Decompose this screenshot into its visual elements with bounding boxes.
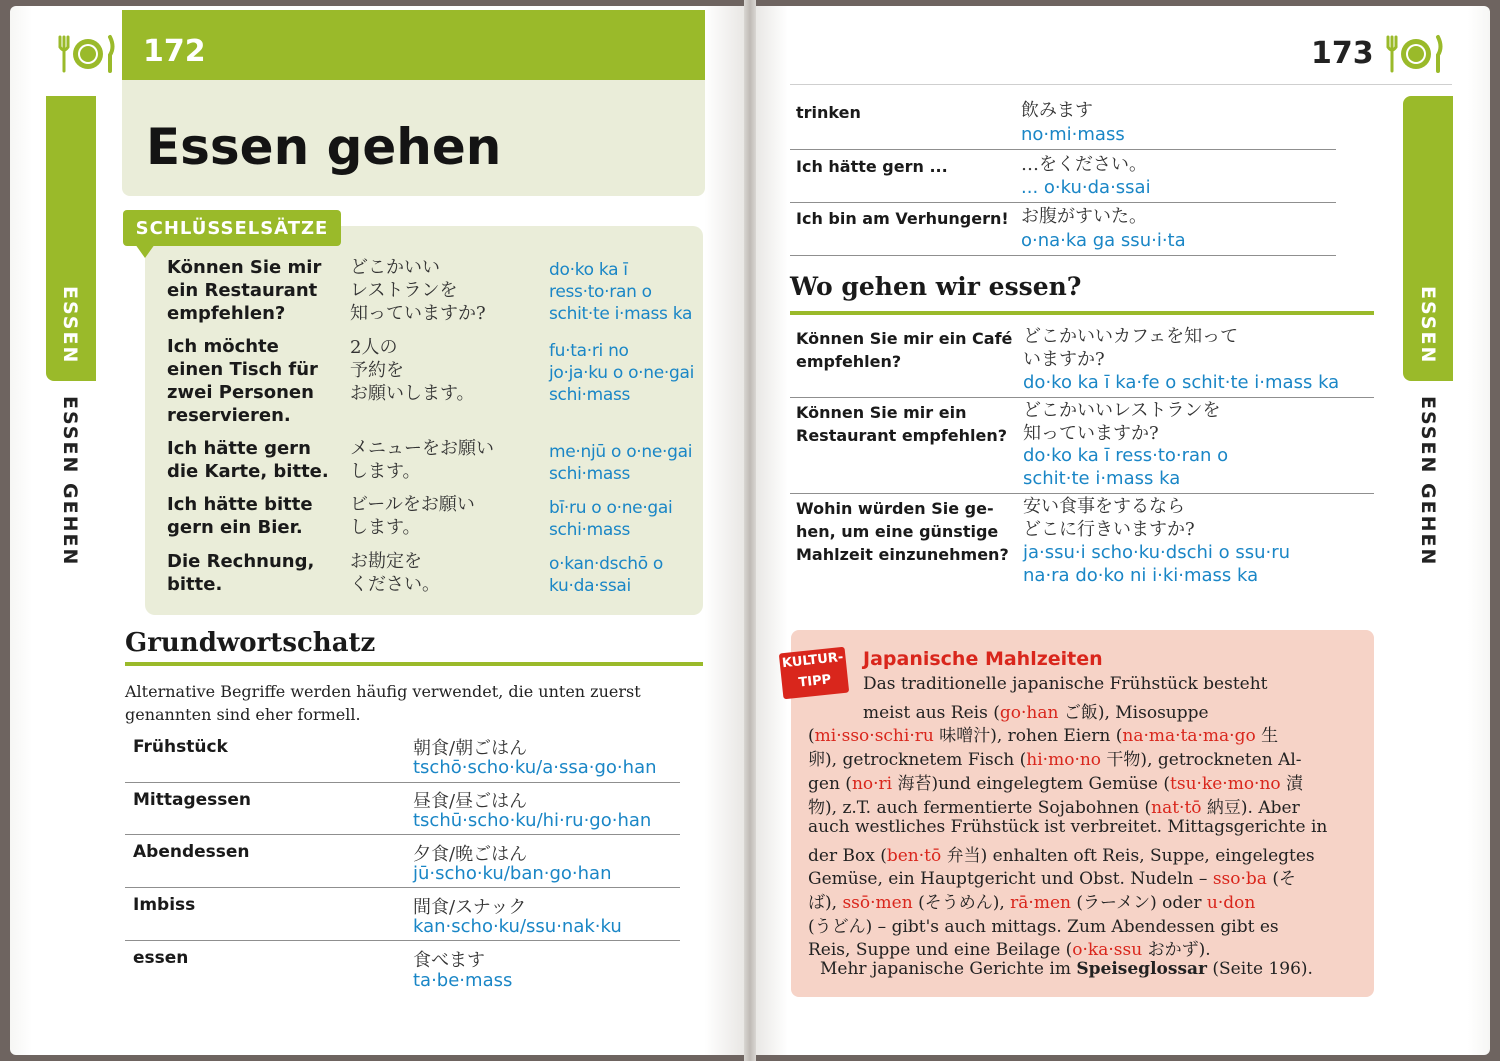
- vocab-term-de: Mittagessen: [133, 790, 252, 810]
- vocab-term-de: Abendessen: [133, 842, 250, 862]
- bold-term: Speiseglossar: [1076, 959, 1207, 979]
- vocab-term-romaji: kan·scho·ku/ssu·nak·ku: [413, 916, 622, 937]
- vocab-term-jp: 昼食/昼ごはん: [413, 791, 528, 812]
- key-phrases-label: SCHLÜSSELSÄTZE: [123, 210, 341, 246]
- kultur-tipp-badge: KULTUR- TIPP: [779, 647, 849, 700]
- key-phrase-de: Ich hätte gern die Karte, bitte.: [167, 438, 329, 482]
- vocab-term-romaji: o·na·ka ga ssu·i·ta: [1021, 230, 1186, 251]
- romaji-term: sso·ba: [1212, 869, 1267, 889]
- kultur-text-line: Das traditionelle japanische Frühstück besteht: [863, 674, 1268, 694]
- left-running-title: ESSEN GEHEN: [59, 396, 81, 567]
- key-phrase-romaji: bī·ru o o·ne·gai schi·mass: [549, 498, 673, 540]
- vocab-term-jp: 間食/スナック: [413, 897, 527, 918]
- romaji-term: hi·mo·no: [1026, 750, 1102, 770]
- key-phrase-de: Können Sie mir ein Restaurant empfehlen?: [167, 257, 322, 324]
- key-phrase-jp: ビールをお願い します。: [350, 494, 475, 538]
- key-phrase-jp: どこかいい レストランを 知っていますか?: [350, 257, 486, 324]
- vocab-row-divider: [790, 202, 1336, 203]
- phrase-romaji: ja·ssu·i scho·ku·dschi o ssu·ru na·ra do·ko ni i·ki·mass ka: [1023, 542, 1291, 586]
- kultur-text-line: 物), z.T. auch fermentierte Sojabohnen (nat·tō 納豆). Aber: [808, 798, 1300, 818]
- vocab-intro: Alternative Begriffe werden häufig verwendet, die unten zuerst genannten sind eher formell.: [125, 682, 641, 724]
- vocab-row-divider: [125, 887, 680, 888]
- vocab-term-de: Imbiss: [133, 895, 196, 915]
- vocab-term-de: Ich hätte gern ...: [796, 157, 948, 176]
- kultur-text-line: meist aus Reis (go·han ご飯), Misosuppe: [863, 703, 1209, 723]
- romaji-term: rā·men: [1010, 893, 1071, 913]
- vocab-row-divider: [125, 940, 680, 941]
- vocab-term-jp: お腹がすいた。: [1021, 206, 1147, 227]
- kultur-text-line: (うどん) – gibt's auch mittags. Zum Abendessen gibt es: [808, 917, 1279, 937]
- phrase-jp: 安い食事をするなら どこに行きいますか?: [1023, 496, 1195, 540]
- vocab-term-romaji: tschū·scho·ku/hi·ru·go·han: [413, 810, 652, 831]
- left-section-tab-label: ESSEN: [59, 286, 81, 365]
- section-heading-rule: [790, 311, 1374, 315]
- vocab-term-jp: 食べます: [413, 950, 485, 971]
- key-phrase-de: Ich hätte bitte gern ein Bier.: [167, 494, 313, 538]
- key-phrase-romaji: fu·ta·ri no jo·ja·ku o o·ne·gai schi·mass: [549, 341, 695, 405]
- kultur-tipp-title: Japanische Mahlzeiten: [863, 648, 1103, 670]
- fork-plate-knife-icon: [54, 33, 116, 75]
- vocab-term-romaji: jū·scho·ku/ban·go·han: [413, 863, 612, 884]
- vocab-term-jp: …をください。: [1021, 154, 1147, 175]
- romaji-term: na·ma·ta·ma·go: [1122, 726, 1256, 746]
- book-spine: [744, 0, 756, 1061]
- left-page-number: 172: [143, 34, 206, 69]
- vocab-row-divider: [125, 782, 680, 783]
- key-phrase-jp: メニューをお願い します。: [350, 438, 494, 482]
- vocab-row-divider: [790, 149, 1336, 150]
- romaji-term: ssō·men: [842, 893, 913, 913]
- phrase-jp: どこかいいレストランを 知っていますか?: [1023, 400, 1221, 444]
- romaji-term: u·don: [1206, 893, 1256, 913]
- page-title: Essen gehen: [146, 118, 502, 176]
- vocab-term-jp: 飲みます: [1021, 100, 1093, 121]
- vocab-term-de: essen: [133, 948, 189, 968]
- key-phrase-de: Die Rechnung, bitte.: [167, 551, 315, 595]
- key-phrase-jp: お勘定を ください。: [350, 551, 440, 595]
- vocab-term-romaji: ta·be·mass: [413, 970, 513, 991]
- key-phrase-de: Ich möchte einen Tisch für zwei Personen reservieren.: [167, 336, 318, 426]
- vocab-term-de: Ich bin am Verhungern!: [796, 209, 1009, 228]
- right-running-title: ESSEN GEHEN: [1417, 396, 1439, 567]
- romaji-term: o·ka·ssu: [1072, 940, 1143, 960]
- kultur-text-line: gen (no·ri 海苔)und eingelegtem Gemüse (tsu·ke·mo·no 漬: [808, 774, 1304, 794]
- vocab-heading-rule: [125, 662, 703, 666]
- vocab-heading: Grundwortschatz: [125, 628, 376, 658]
- phrase-de: Können Sie mir ein Café empfehlen?: [796, 329, 1013, 371]
- romaji-term: mi·sso·schi·ru: [814, 726, 934, 746]
- romaji-term: no·ri: [851, 774, 893, 794]
- vocab-term-de: trinken: [796, 103, 861, 122]
- fork-plate-knife-icon: [1382, 33, 1444, 75]
- kultur-text-line: (mi·sso·schi·ru 味噌汁), rohen Eiern (na·ma·ta·ma·go 生: [808, 726, 1279, 746]
- kultur-text-line: Mehr japanische Gerichte im Speiseglossar (Seite 196).: [820, 959, 1313, 979]
- romaji-term: go·han: [999, 703, 1059, 723]
- key-phrase-romaji: me·njū o o·ne·gai schi·mass: [549, 442, 693, 484]
- vocab-term-de: Frühstück: [133, 737, 228, 757]
- romaji-term: tsu·ke·mo·no: [1170, 774, 1281, 794]
- phrase-de: Wohin würden Sie ge- hen, um eine günstige Mahlzeit einzunehmen?: [796, 499, 1009, 564]
- phrase-romaji: do·ko ka ī ka·fe o schit·te i·mass ka: [1023, 372, 1340, 393]
- vocab-term-romaji: no·mi·mass: [1021, 124, 1125, 145]
- phrase-romaji: do·ko ka ī ress·to·ran o schit·te i·mass ka: [1023, 445, 1229, 489]
- right-page-number: 173: [1311, 36, 1374, 71]
- romaji-term: ben·tō: [886, 846, 942, 866]
- kultur-text-line: Gemüse, ein Hauptgericht und Obst. Nudeln – sso·ba (そ: [808, 869, 1296, 889]
- left-header-bar: [122, 10, 705, 82]
- vocab-row-divider: [790, 255, 1336, 256]
- key-phrase-jp: 2人の 予約を お願いします。: [350, 337, 475, 404]
- section-heading: Wo gehen wir essen?: [790, 272, 1082, 301]
- vocab-term-romaji: ... o·ku·da·ssai: [1021, 177, 1151, 198]
- vocab-row-divider: [125, 834, 680, 835]
- kultur-text-line: Reis, Suppe und eine Beilage (o·ka·ssu おかず).: [808, 940, 1211, 960]
- vocab-term-jp: 夕食/晩ごはん: [413, 844, 528, 865]
- key-phrase-romaji: o·kan·dschō o ku·da·ssai: [549, 554, 664, 596]
- phrase-jp: どこかいいカフェを知って いますか?: [1023, 326, 1239, 370]
- kultur-text-line: der Box (ben·tō 弁当) enhalten oft Reis, Suppe, eingelegtes: [808, 846, 1315, 866]
- key-phrase-romaji: do·ko ka ī ress·to·ran o schit·te i·mass ka: [549, 260, 693, 324]
- romaji-term: nat·tō: [1151, 798, 1202, 818]
- right-section-tab-label: ESSEN: [1417, 286, 1439, 365]
- vocab-term-jp: 朝食/朝ごはん: [413, 738, 528, 759]
- kultur-text-line: ば), ssō·men (そうめん), rā·men (ラーメン) oder u·don: [808, 893, 1256, 913]
- phrase-de: Können Sie mir ein Restaurant empfehlen?: [796, 403, 1008, 445]
- phrase-row-divider: [790, 493, 1374, 494]
- vocab-term-romaji: tschō·scho·ku/a·ssa·go·han: [413, 757, 657, 778]
- kultur-text-line: 卵), getrocknetem Fisch (hi·mo·no 干物), getrockneten Al-: [808, 750, 1302, 770]
- key-phrases-label-tail: [135, 244, 155, 258]
- kultur-text-line: auch westliches Frühstück ist verbreitet. Mittagsgerichte in: [808, 817, 1328, 837]
- phrase-row-divider: [790, 397, 1374, 398]
- right-header-rule: [790, 84, 1452, 85]
